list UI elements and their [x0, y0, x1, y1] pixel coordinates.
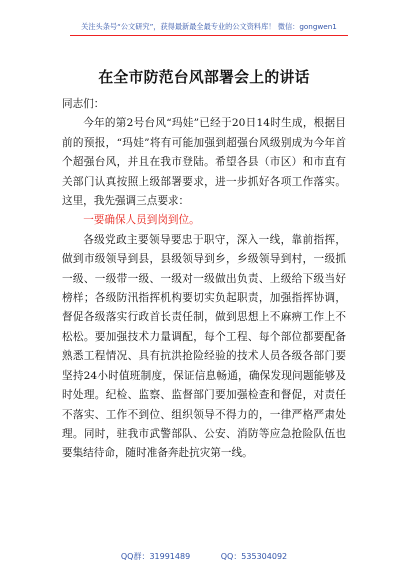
- document-body: [62, 95, 346, 464]
- salutation: 同志们：: [62, 98, 105, 110]
- section-1-paragraph: 各级党政主要领导要忠于职守，深入一线，靠前指挥，做到市级领导到县，县级领导到乡，乡级领导到村，一级抓一级、一级带一级、一级对一级做出负责、上级给下级当好榜样；各级防汛指挥机构要切实负起职责，加强指挥协调，督促各级落实行政首长责任制，做到思想上不麻痹工作上不松松。要加强技术力量调配，每个工程、每个部位都要配备熟悉工程情况、具有抗洪抢险经验的技术人员各级各部门要坚持24小时值班制度，保证信息畅通，确保发现问题能够及时处理。纪检、监察、监督部门要加强检查和督促，对责任不落实、工作不到位、组织领导不得力的，一律严格严肃处理。同时，驻我市武警部队、公安、消防等应急抢险队伍也要集结待命，随时准备奔赴抗灾第一线。: [62, 233, 346, 460]
- intro-paragraph: 今年的第2号台风“玛娃”已经于20日14时生成，根据目前的预报，“玛娃”将有可能加强到超强台风级别成为今年首个超强台风，并且在我市登陆。希望各县（市区）和市直有关部门认真按照上级部署要求，进一步抓好各项工作落实。这里，我先强调三点要求：: [62, 117, 346, 208]
- document-title: 在全市防范台风部署会上的讲话: [98, 69, 310, 86]
- footer-qq-group: QQ群：31991489: [120, 552, 191, 561]
- header-banner: 关注头条号“公文研究”，获得最新最全最专业的公文资料库！ 微信：gongwen1: [70, 22, 348, 36]
- section-heading-1: 一要确保人员到岗到位。: [83, 214, 200, 227]
- footer-qq: QQ：535304092: [220, 552, 288, 561]
- footer-contact: [0, 551, 408, 562]
